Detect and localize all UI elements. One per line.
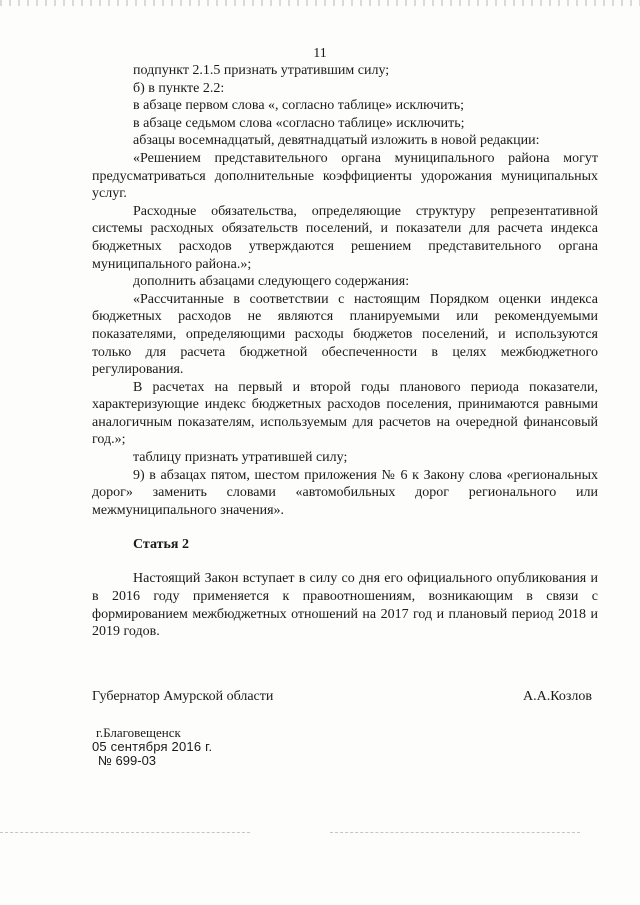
paragraph: б) в пункте 2.2:: [133, 80, 225, 96]
paragraph: В расчетах на первый и второй годы планового периода показатели, характеризующие индекс бюджетных расходов поселения, принимаются равными аналогичным показателям, используемым для расчетов на очередной финансовый год.»;: [92, 379, 598, 448]
signatory-name: А.А.Козлов: [523, 689, 592, 704]
issue-city: г.Благовещенск: [96, 725, 181, 740]
paragraph: 9) в абзацах пятом, шестом приложения № 6 к Закону слова «региональных дорог» заменить словами «автомобильных дорог регионального или межмуниципального значения».: [92, 467, 598, 518]
paragraph: подпункт 2.1.5 признать утратившим силу;: [133, 63, 390, 78]
scan-artifact-line: [0, 832, 250, 833]
scan-edge-artifact: [0, 0, 640, 6]
paragraph: абзацы восемнадцатый, девятнадцатый изложить в новой редакции:: [133, 133, 540, 149]
paragraph: «Решением представительного органа муниципального района могут предусматриваться дополнительные коэффициенты удорожания муниципальных услуг.: [92, 150, 598, 202]
page-number: 11: [313, 46, 327, 61]
issue-date: 05 сентября 2016 г.: [92, 739, 213, 754]
paragraph: дополнить абзацами следующего содержания:: [133, 274, 410, 290]
paragraph: «Рассчитанные в соответствии с настоящим Порядком оценки индекса бюджетных расходов не являются планируемыми или рекомендуемыми показателями, определяющими расходы бюджетов поселений, и используются только для расчета бюджетной обеспеченности в целях межбюджетного регулирования.: [92, 291, 598, 378]
paragraph: в абзаце седьмом слова «согласно таблице» исключить;: [133, 115, 465, 131]
issue-number: № 699-03: [98, 753, 157, 768]
issue-details: [92, 726, 212, 768]
paragraph: таблицу признать утратившей силу;: [133, 450, 348, 466]
paragraph: в абзаце первом слова «, согласно таблице» исключить;: [133, 98, 465, 114]
article-text: Настоящий Закон вступает в силу со дня его официального опубликования и в 2016 году применяется к правоотношениям, возникающим в связи с формированием межбюджетных отношений на 2017 год и плановый период 2018 и 2019 годов.: [92, 571, 598, 640]
document-body: [92, 62, 598, 641]
signature-row: [92, 688, 592, 705]
article-heading: Статья 2: [133, 537, 189, 553]
scan-artifact-line: [330, 832, 580, 833]
paragraph: Расходные обязательства, определяющие структуру репрезентативной системы расходных обязательств поселений, и показатели для расчета индекса бюджетных расходов утверждаются решением представительного органа муниципального района.»;: [92, 203, 598, 272]
signatory-title: Губернатор Амурской области: [92, 689, 274, 704]
